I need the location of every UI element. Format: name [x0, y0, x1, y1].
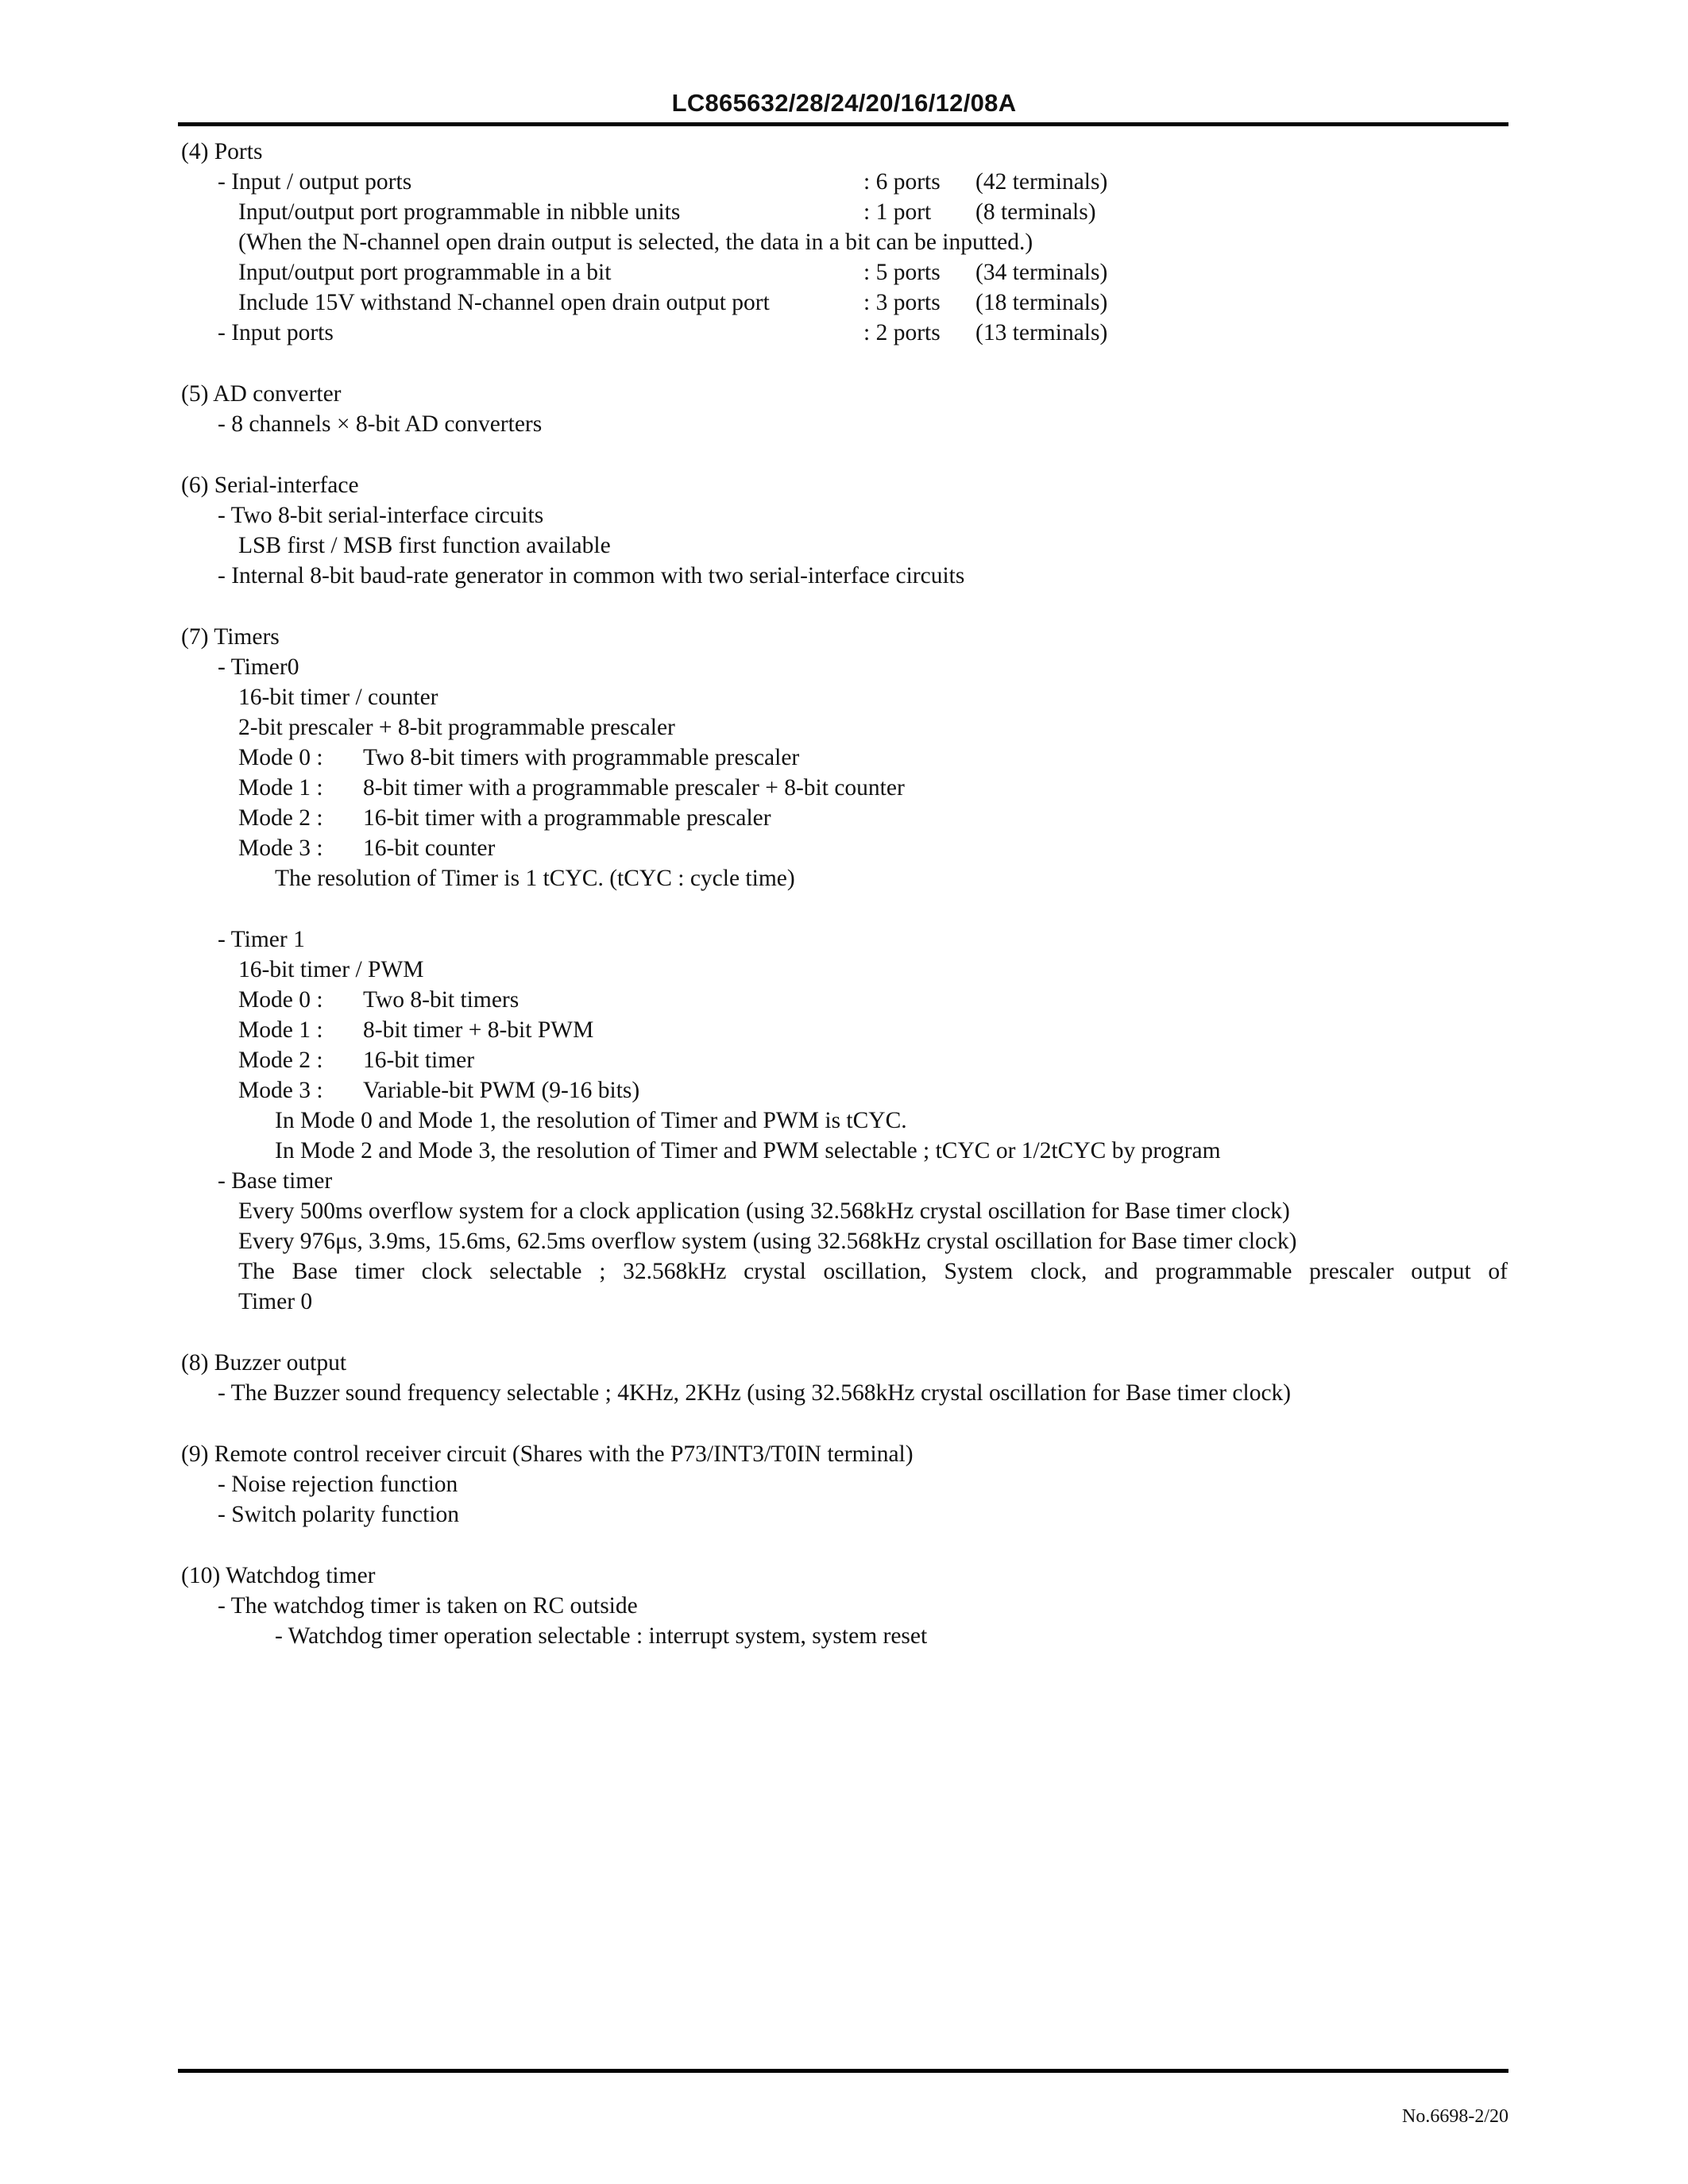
ports-heading: (4) Ports: [181, 139, 263, 164]
nibble-port-label: Input/output port programmable in nibble units: [238, 199, 681, 225]
timer1-note-2: In Mode 2 and Mode 3, the resolution of Timer and PWM selectable ; tCYC or 1/2tCYC by program: [275, 1138, 1221, 1163]
open-drain-note: (When the N-channel open drain output is selected, the data in a bit can be inputted.): [238, 230, 1033, 255]
base-timer-line-2: Every 976μs, 3.9ms, 15.6ms, 62.5ms overflow system (using 32.568kHz crystal oscillation for Base timer clock): [238, 1229, 1297, 1254]
timer0-mode-text: 16-bit counter: [363, 835, 496, 861]
base-timer-line-3: The Base timer clock selectable ; 32.568kHz crystal oscillation, System clock, and programmable prescaler output of: [238, 1259, 1508, 1284]
input-ports-terminals: (13 terminals): [975, 320, 1108, 345]
timer0-desc-2: 2-bit prescaler + 8-bit programmable prescaler: [238, 715, 675, 740]
timer1-mode-label: Mode 1 :: [238, 1017, 323, 1043]
timer1-mode-text: Two 8-bit timers: [363, 987, 520, 1013]
timer1-mode-text: 16-bit timer: [363, 1048, 475, 1073]
timer0-mode-text: Two 8-bit timers with programmable prescaler: [363, 745, 800, 770]
timer0-mode-label: Mode 0 :: [238, 745, 323, 770]
ad-heading: (5) AD converter: [181, 381, 342, 407]
remote-heading: (9) Remote control receiver circuit (Shares with the P73/INT3/T0IN terminal): [181, 1441, 914, 1467]
header-rule: [178, 122, 1508, 126]
hv-port-terminals: (18 terminals): [975, 290, 1108, 315]
timers-heading: (7) Timers: [181, 624, 280, 650]
input-ports-count: : 2 ports: [863, 320, 941, 345]
io-ports-count: : 6 ports: [863, 169, 941, 195]
timer0-mode-text: 16-bit timer with a programmable prescaler: [363, 805, 771, 831]
timer1-mode-label: Mode 2 :: [238, 1048, 323, 1073]
serial-line-3: - Internal 8-bit baud-rate generator in common with two serial-interface circuits: [218, 563, 965, 588]
timer1-label: - Timer 1: [218, 927, 305, 952]
timer1-mode-text: Variable-bit PWM (9-16 bits): [363, 1078, 640, 1103]
timer1-mode-label: Mode 0 :: [238, 987, 323, 1013]
remote-line-1: - Noise rejection function: [218, 1472, 458, 1497]
buzzer-heading: (8) Buzzer output: [181, 1350, 347, 1376]
io-ports-label: - Input / output ports: [218, 169, 412, 195]
page-number: No.6698-2/20: [1402, 2106, 1508, 2127]
watchdog-line-2: - Watchdog timer operation selectable : interrupt system, system reset: [275, 1623, 928, 1649]
timer0-desc-1: 16-bit timer / counter: [238, 685, 438, 710]
input-ports-label: - Input ports: [218, 320, 334, 345]
timer0-mode-label: Mode 3 :: [238, 835, 323, 861]
bit-port-terminals: (34 terminals): [975, 260, 1108, 285]
nibble-port-terminals: (8 terminals): [975, 199, 1096, 225]
timer0-mode-label: Mode 2 :: [238, 805, 323, 831]
watchdog-heading: (10) Watchdog timer: [181, 1563, 376, 1588]
nibble-port-count: : 1 port: [863, 199, 932, 225]
serial-line-2: LSB first / MSB first function available: [238, 533, 611, 558]
hv-port-count: : 3 ports: [863, 290, 941, 315]
ad-line: - 8 channels × 8-bit AD converters: [218, 411, 543, 437]
base-timer-line-1: Every 500ms overflow system for a clock application (using 32.568kHz crystal oscillation for Base timer clock): [238, 1198, 1290, 1224]
footer-rule: [178, 2069, 1508, 2073]
buzzer-line: - The Buzzer sound frequency selectable ; 4KHz, 2KHz (using 32.568kHz crystal oscillation for Base timer clock): [218, 1380, 1292, 1406]
timer0-mode-text: 8-bit timer with a programmable prescaler + 8-bit counter: [363, 775, 905, 801]
base-timer-label: - Base timer: [218, 1168, 333, 1194]
hv-port-label: Include 15V withstand N-channel open drain output port: [238, 290, 770, 315]
timer0-label: - Timer0: [218, 654, 299, 680]
serial-line-1: - Two 8-bit serial-interface circuits: [218, 503, 544, 528]
remote-line-2: - Switch polarity function: [218, 1502, 459, 1527]
bit-port-label: Input/output port programmable in a bit: [238, 260, 612, 285]
watchdog-line-1: - The watchdog timer is taken on RC outside: [218, 1593, 638, 1619]
timer0-note: The resolution of Timer is 1 tCYC. (tCYC : cycle time): [275, 866, 795, 891]
timer1-mode-label: Mode 3 :: [238, 1078, 323, 1103]
timer1-desc: 16-bit timer / PWM: [238, 957, 424, 982]
document-header-title: LC865632/28/24/20/16/12/08A: [671, 89, 1017, 117]
timer1-note-1: In Mode 0 and Mode 1, the resolution of Timer and PWM is tCYC.: [275, 1108, 907, 1133]
base-timer-line-4: Timer 0: [238, 1289, 313, 1314]
io-ports-terminals: (42 terminals): [975, 169, 1108, 195]
serial-heading: (6) Serial-interface: [181, 473, 359, 498]
bit-port-count: : 5 ports: [863, 260, 941, 285]
timer0-mode-label: Mode 1 :: [238, 775, 323, 801]
timer1-mode-text: 8-bit timer + 8-bit PWM: [363, 1017, 594, 1043]
